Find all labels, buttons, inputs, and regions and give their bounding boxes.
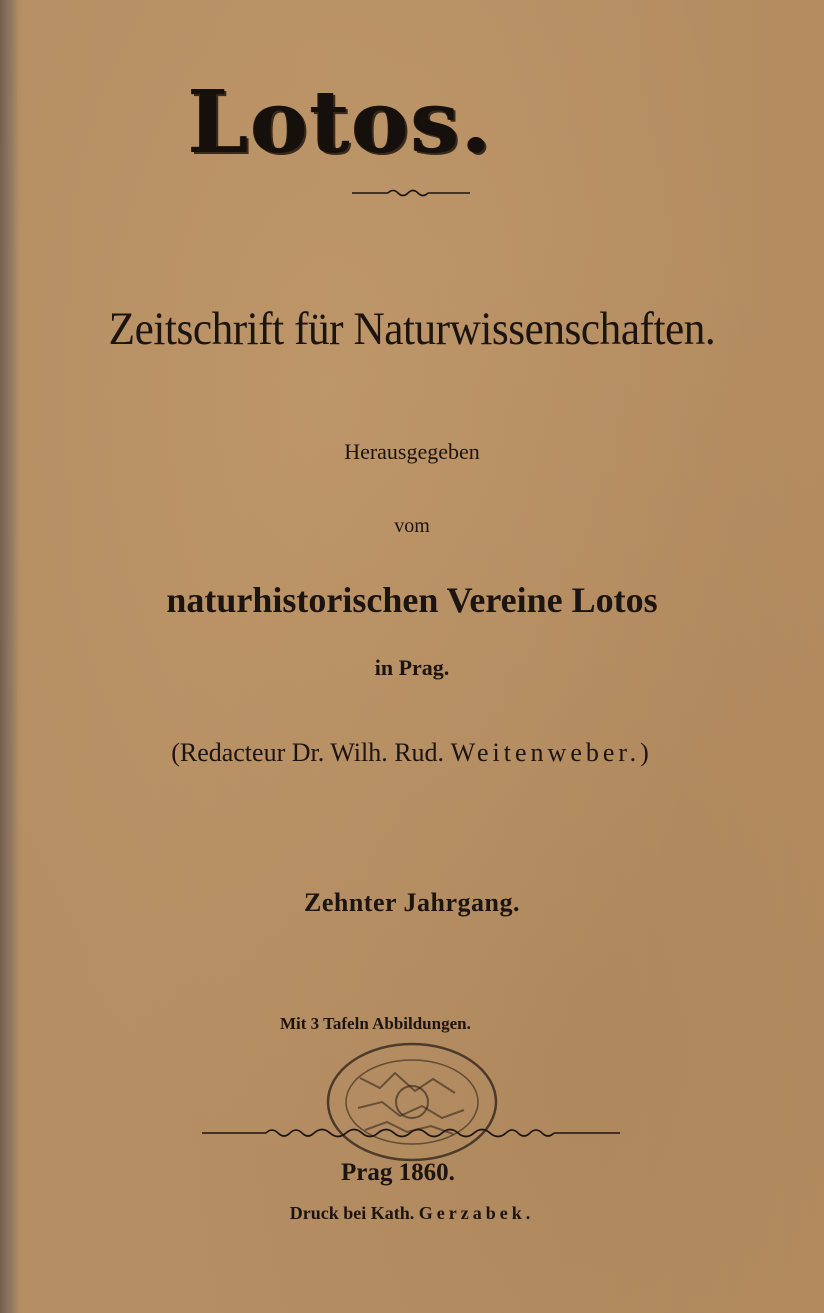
masthead-logo xyxy=(188,72,648,173)
published-by-label: Herausgegeben xyxy=(344,439,480,464)
library-stamp xyxy=(320,1038,504,1166)
masthead-logo-text: Lotos. xyxy=(188,72,494,173)
ornamental-divider-bottom xyxy=(202,1124,620,1142)
printer-name: Gerzabek. xyxy=(418,1203,535,1223)
imprint-place-year: Prag 1860. xyxy=(341,1159,455,1186)
printer-line xyxy=(0,1200,824,1226)
plates-note: Mit 3 Tafeln Abbildungen. xyxy=(280,1014,471,1033)
society-name: naturhistorischen Vereine Lotos xyxy=(166,580,658,620)
editor-name: Weitenweber.) xyxy=(450,738,653,767)
printer-prefix: Druck bei Kath. xyxy=(289,1203,415,1223)
editor-prefix: (Redacteur Dr. Wilh. Rud. xyxy=(171,738,445,767)
vom-label: vom xyxy=(394,515,430,537)
volume-label: Zehnter Jahrgang. xyxy=(303,888,521,917)
journal-title: Zeitschrift für Naturwissenschaften. xyxy=(108,303,716,355)
location-label: in Prag. xyxy=(374,655,450,680)
ornamental-divider-top xyxy=(352,186,470,200)
editor-line xyxy=(0,735,824,771)
